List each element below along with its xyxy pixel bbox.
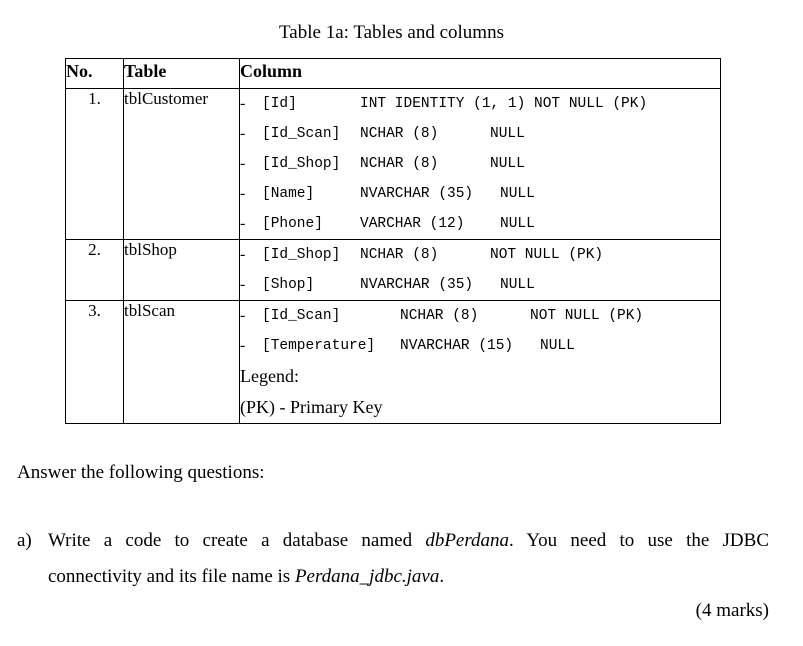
header-no: No. [66,59,124,89]
bullet-dash: - [240,95,246,112]
bullet-dash: - [240,185,246,202]
column-name: [Id] [262,96,297,112]
column-name: [Name] [262,186,315,202]
column-type: NCHAR (8) [360,126,439,142]
question-text: Write a code to create a database named [48,530,426,551]
column-nullability: NULL [500,216,535,232]
column-list [240,240,721,301]
header-table: Table [124,59,240,89]
table-name: tblCustomer [124,89,240,240]
question-text: . [439,566,445,587]
column-type: NVARCHAR (35) [360,277,474,293]
column-name: [Id_Scan] [262,126,341,142]
column-nullability: NULL [540,338,575,354]
column-name: [Phone] [262,216,323,232]
schema-table [65,58,721,424]
bullet-dash: - [240,125,246,142]
question-text: connectivity and its file name is [48,566,295,587]
column-line [240,89,720,119]
file-name: Perdana_jdbc.java [294,566,440,587]
table-row [66,89,721,240]
column-type: NVARCHAR (15) [400,338,514,354]
question-line-1 [48,530,769,552]
column-list [240,89,721,240]
database-name: dbPerdana [425,530,510,551]
column-line [240,149,720,179]
row-number: 3. [66,301,124,424]
table-caption: Table 1a: Tables and columns [279,22,504,43]
column-line [240,179,720,209]
header-column: Column [240,59,721,89]
column-type: NVARCHAR (35) [360,186,474,202]
instruction-text: Answer the following questions: [17,462,265,483]
column-line [240,270,720,300]
column-line [240,301,720,331]
question-text: . You need to use the JDBC [509,530,769,551]
column-line [240,331,720,361]
header-row [66,59,721,89]
bullet-dash: - [240,307,246,324]
row-number: 1. [66,89,124,240]
column-type: INT IDENTITY (1, 1) NOT NULL (PK) [360,96,648,112]
table-row [66,240,721,301]
question-line-2 [48,566,444,588]
column-nullability: NULL [500,277,535,293]
column-name: [Temperature] [262,338,376,354]
marks-label: (4 marks) [695,600,769,621]
table-name: tblScan [124,301,240,424]
legend-text: (PK) - Primary Key [240,397,383,417]
column-line [240,240,720,270]
column-name: [Shop] [262,277,315,293]
column-list [240,301,721,424]
column-name: [Id_Shop] [262,247,341,263]
column-type: NCHAR (8) [360,247,439,263]
column-nullability: NULL [490,156,525,172]
bullet-dash: - [240,215,246,232]
column-nullability: NOT NULL (PK) [490,247,604,263]
legend-title: Legend: [240,366,299,386]
question-label: a) [17,530,32,551]
bullet-dash: - [240,337,246,354]
column-name: [Id_Scan] [262,308,341,324]
table-row [66,301,721,424]
row-number: 2. [66,240,124,301]
column-type: NCHAR (8) [400,308,479,324]
column-nullability: NULL [490,126,525,142]
bullet-dash: - [240,276,246,293]
column-type: NCHAR (8) [360,156,439,172]
column-nullability: NOT NULL (PK) [530,308,644,324]
column-nullability: NULL [500,186,535,202]
bullet-dash: - [240,155,246,172]
column-name: [Id_Shop] [262,156,341,172]
column-line [240,119,720,149]
column-type: VARCHAR (12) [360,216,465,232]
column-line [240,209,720,239]
bullet-dash: - [240,246,246,263]
table-name: tblShop [124,240,240,301]
